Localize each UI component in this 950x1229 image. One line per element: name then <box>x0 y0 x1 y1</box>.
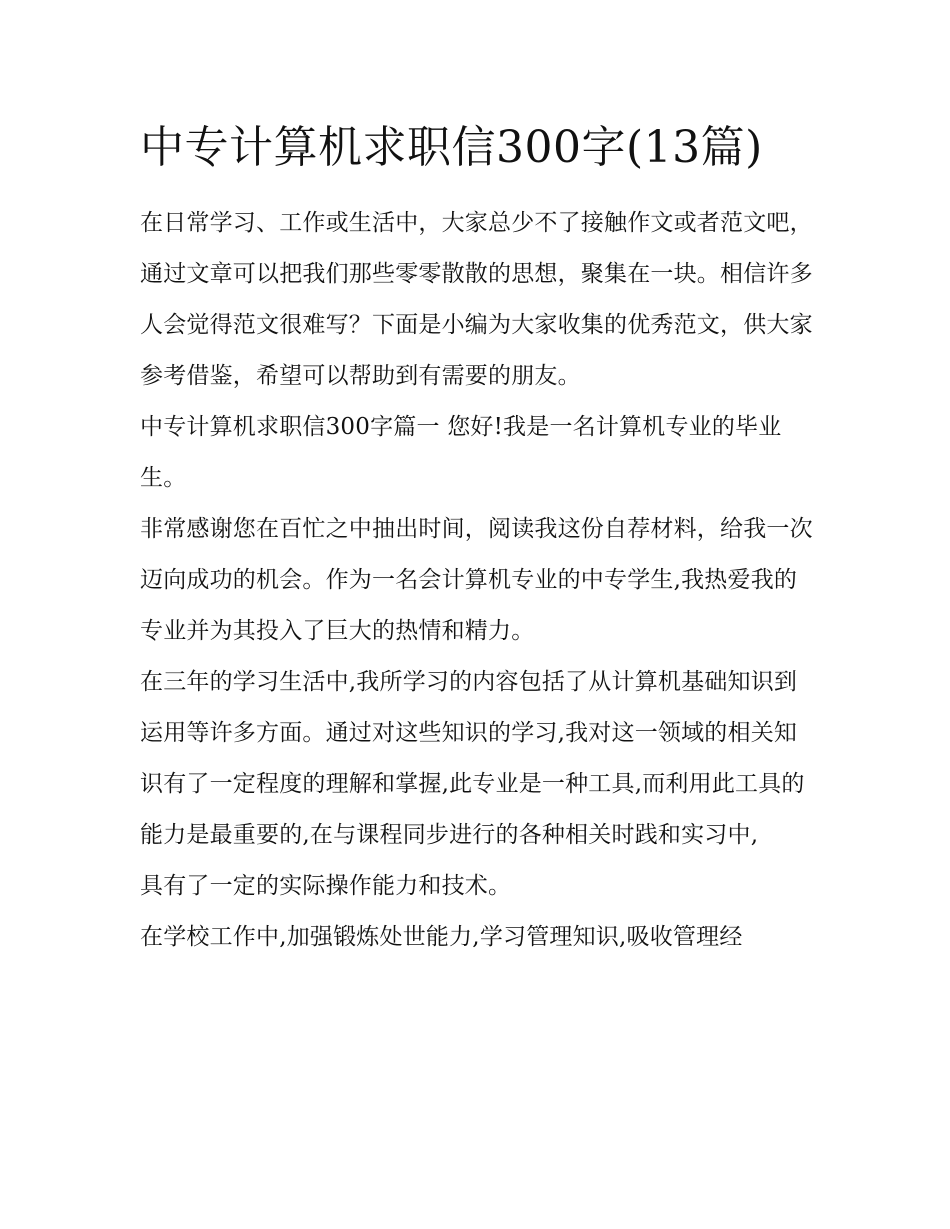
paragraph-thanks: 非常感谢您在百忙之中抽出时间，阅读我这份自荐材料，给我一次迈向成功的机会。作为一名会计算机专业的中专学生,我热爱我的专业并为其投入了巨大的热情和精力。 <box>140 516 813 644</box>
paragraph-school-work: 在学校工作中,加强锻炼处世能力,学习管理知识,吸收管理经 <box>140 924 743 950</box>
paragraph-skills: 具有了一定的实际操作能力和技术。 <box>140 873 512 899</box>
paragraph-greeting: 中专计算机求职信300字篇一 您好!我是一名计算机专业的毕业生。 <box>140 414 782 491</box>
paragraph-study: 在三年的学习生活中,我所学习的内容包括了从计算机基础知识到运用等许多方面。通过对这些知识的学习,我对这一领域的相关知识有了一定程度的理解和掌握,此专业是一种工具,而利用此工具的能力是最重要的,在与课程同步进行的各种相关时践和实习中, <box>140 669 805 848</box>
paragraph-intro: 在日常学习、工作或生活中，大家总少不了接触作文或者范文吧，通过文章可以把我们那些零零散散的思想，聚集在一块。相信许多人会觉得范文很难写？下面是小编为大家收集的优秀范文，供大家参考借鉴，希望可以帮助到有需要的朋友。 <box>140 210 813 389</box>
document-page <box>140 112 820 963</box>
document-title: 中专计算机求职信300字(13篇) <box>140 122 763 173</box>
